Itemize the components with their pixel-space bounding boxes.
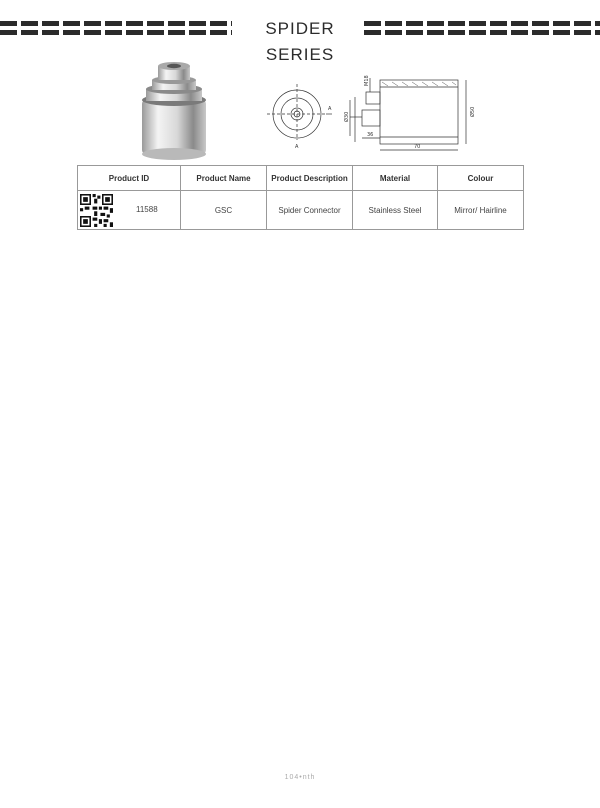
product-id-value: 11588 bbox=[136, 205, 158, 214]
qr-code-icon bbox=[80, 194, 113, 227]
spec-table bbox=[77, 165, 524, 230]
header-dash-right-top bbox=[364, 21, 600, 26]
cell-product-id bbox=[78, 191, 181, 230]
header-dash-right-bottom bbox=[364, 30, 600, 35]
header-product-description: Product Description bbox=[267, 166, 353, 191]
product-photo bbox=[128, 56, 224, 166]
table-row bbox=[78, 191, 524, 230]
technical-drawing bbox=[262, 72, 482, 154]
header-dash-left-top bbox=[0, 21, 232, 26]
cell-product-name: GSC bbox=[181, 191, 267, 230]
header-material: Material bbox=[353, 166, 438, 191]
cell-material: Stainless Steel bbox=[353, 191, 438, 230]
header-product-id: Product ID bbox=[78, 166, 181, 191]
page-title: SPIDER SERIES bbox=[265, 19, 335, 64]
dim-36: 36 bbox=[367, 132, 374, 138]
section-label-a-right: A bbox=[328, 106, 332, 112]
section-label-a-bottom: A bbox=[295, 144, 299, 150]
dim-m18: M18 bbox=[364, 75, 370, 86]
header-dash-left-bottom bbox=[0, 30, 232, 35]
table-header-row bbox=[78, 166, 524, 191]
cell-colour: Mirror/ Hairline bbox=[438, 191, 524, 230]
header-product-name: Product Name bbox=[181, 166, 267, 191]
dim-70: 70 bbox=[414, 144, 421, 150]
dim-d50: Ø50 bbox=[470, 106, 476, 117]
page-header bbox=[0, 16, 600, 64]
dim-d30: Ø30 bbox=[344, 111, 350, 122]
cell-product-description: Spider Connector bbox=[267, 191, 353, 230]
header-colour: Colour bbox=[438, 166, 524, 191]
page-footer: 104•nth bbox=[284, 774, 316, 781]
